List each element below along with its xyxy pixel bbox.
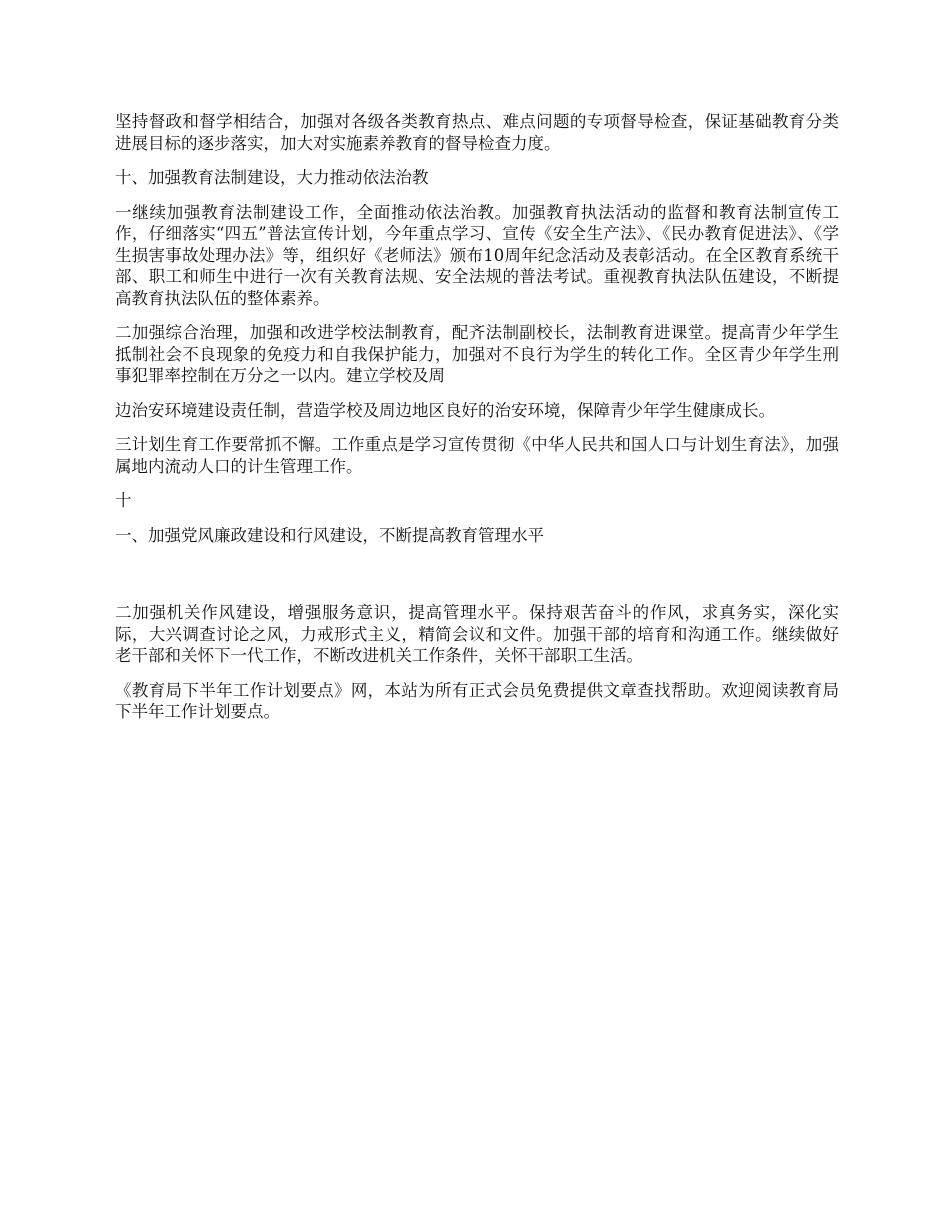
document-body [115, 111, 839, 736]
paragraph-comprehensive-governance: 二加强综合治理，加强和改进学校法制教育，配齐法制副校长，法制教育进课堂。提高青少年学生抵制社会不良现象的免疫力和自我保护能力，加强对不良行为学生的转化工作。全区青少年学生刑事犯罪率控制在万分之一以内。建立学校及周 [115, 323, 839, 385]
section-heading-integrity: 一、加强党风廉政建设和行风建设，不断提高教育管理水平 [115, 525, 544, 545]
section-heading-number: 十 [115, 491, 132, 510]
paragraph-legal-construction: 一继续加强教育法制建设工作，全面推动依法治教。加强教育执法活动的监督和教育法制宣传工作，仔细落实“四五”普法宣传计划，今年重点学习、宣传《安全生产法》、《民办教育促进法》、《学生损害事故处理办法》等，组织好《老师法》颁布10周年纪念活动及表彰活动。在全区教育系统干部、职工和师生中进行一次有关教育法规、安全法规的普法考试。重视教育执法队伍建设，不断提高教育执法队伍的整体素养。 [115, 202, 839, 308]
paragraph-site-note: 《教育局下半年工作计划要点》网，本站为所有正式会员免费提供文章查找帮助。欢迎阅读教育局下半年工作计划要点。 [115, 680, 839, 721]
paragraph-family-planning: 三计划生育工作要常抓不懈。工作重点是学习宣传贯彻《中华人民共和国人口与计划生育法》，加强属地内流动人口的计生管理工作。 [115, 435, 839, 476]
section-heading-legal: 十、加强教育法制建设，大力推动依法治教 [115, 168, 429, 187]
paragraph-safety-environment: 边治安环境建设责任制，营造学校及周边地区良好的治安环境，保障青少年学生健康成长。 [115, 400, 775, 420]
paragraph-organ-style: 二加强机关作风建设，增强服务意识，提高管理水平。保持艰苦奋斗的作风，求真务实，深化实际，大兴调查讨论之风，力戒形式主义，精简会议和文件。加强干部的培育和沟通工作。继续做好老干部和关怀下一代工作，不断改进机关工作条件，关怀干部职工生活。 [115, 603, 839, 665]
paragraph-supervision: 坚持督政和督学相结合，加强对各级各类教育热点、难点问题的专项督导检查，保证基础教育分类进展目标的逐步落实，加大对实施素养教育的督导检查力度。 [115, 112, 839, 153]
